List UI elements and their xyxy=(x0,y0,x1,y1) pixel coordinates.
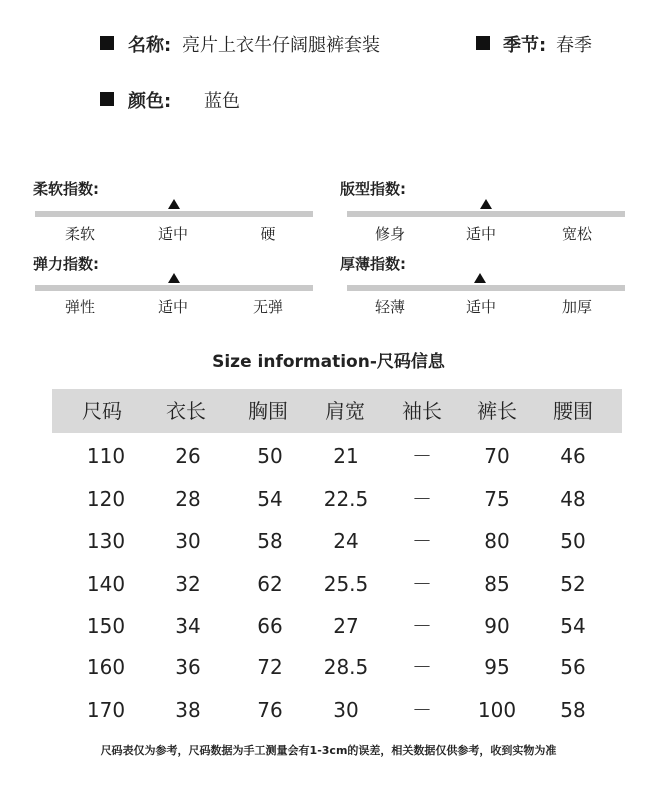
name-label: 名称: xyxy=(128,35,172,56)
level-marker-icon xyxy=(474,273,486,283)
index-title: 厚薄指数: xyxy=(340,255,406,273)
table-cell: 76 xyxy=(257,698,283,722)
table-cell: 46 xyxy=(560,444,586,468)
index-scale-bar xyxy=(347,211,625,217)
table-cell: 120 xyxy=(86,487,126,511)
table-cell: 36 xyxy=(175,655,201,679)
table-cell: 28.5 xyxy=(323,655,369,679)
index-left-label: 弹性 xyxy=(64,298,95,316)
table-cell: 160 xyxy=(86,655,126,679)
bullet-square-icon xyxy=(100,92,114,106)
header-pants-length: 裤长 xyxy=(477,399,517,423)
table-cell: － xyxy=(412,487,432,511)
color-value: 蓝色 xyxy=(204,91,240,112)
header-chest: 胸围 xyxy=(248,399,288,423)
table-cell: 62 xyxy=(257,572,283,596)
level-marker-icon xyxy=(168,199,180,209)
index-left-label: 修身 xyxy=(374,225,405,243)
table-cell: 54 xyxy=(560,614,586,638)
index-right-label: 加厚 xyxy=(561,298,592,316)
header-length: 衣长 xyxy=(166,399,206,423)
name-value: 亮片上衣牛仔阔腿裤套装 xyxy=(182,35,380,56)
bullet-square-icon xyxy=(476,36,490,50)
index-mid-label: 适中 xyxy=(157,225,188,243)
table-cell: 58 xyxy=(560,698,586,722)
table-cell: 21 xyxy=(333,444,359,468)
table-cell: 95 xyxy=(484,655,510,679)
index-right-label: 硬 xyxy=(260,225,276,243)
index-mid-label: 适中 xyxy=(465,225,496,243)
table-cell: 50 xyxy=(257,444,283,468)
table-cell: 32 xyxy=(175,572,201,596)
table-cell: － xyxy=(412,529,432,553)
index-title: 版型指数: xyxy=(340,180,406,198)
table-cell: 75 xyxy=(484,487,510,511)
table-cell: 30 xyxy=(175,529,201,553)
index-title: 柔软指数: xyxy=(33,180,99,198)
season-value: 春季 xyxy=(556,35,592,56)
table-cell: 26 xyxy=(175,444,201,468)
color-label: 颜色: xyxy=(128,91,172,112)
footer-note: 尺码表仅为参考，尺码数据为手工测量会有1-3cm的误差，相关数据仅供参考，收到实物为准 xyxy=(100,744,557,757)
table-cell: 48 xyxy=(560,487,586,511)
table-cell: 100 xyxy=(477,698,517,722)
table-cell: － xyxy=(412,572,432,596)
table-cell: 22.5 xyxy=(323,487,369,511)
table-cell: 34 xyxy=(175,614,201,638)
table-cell: 140 xyxy=(86,572,126,596)
table-cell: 50 xyxy=(560,529,586,553)
index-left-label: 轻薄 xyxy=(374,298,405,316)
table-cell: 170 xyxy=(86,698,126,722)
table-cell: 80 xyxy=(484,529,510,553)
header-size: 尺码 xyxy=(82,399,122,423)
table-cell: 54 xyxy=(257,487,283,511)
index-right-label: 宽松 xyxy=(561,225,592,243)
table-cell: 56 xyxy=(560,655,586,679)
level-marker-icon xyxy=(168,273,180,283)
table-cell: 85 xyxy=(484,572,510,596)
header-shoulder: 肩宽 xyxy=(325,399,365,423)
size-info-title: Size information-尺码信息 xyxy=(212,352,445,372)
index-scale-bar xyxy=(347,285,625,291)
table-cell: 58 xyxy=(257,529,283,553)
table-cell: 130 xyxy=(86,529,126,553)
index-scale-bar xyxy=(35,285,313,291)
table-cell: 25.5 xyxy=(323,572,369,596)
header-sleeve: 袖长 xyxy=(402,399,442,423)
size-table-header xyxy=(52,389,622,433)
table-cell: 28 xyxy=(175,487,201,511)
index-mid-label: 适中 xyxy=(157,298,188,316)
table-cell: 30 xyxy=(333,698,359,722)
table-cell: 72 xyxy=(257,655,283,679)
table-cell: － xyxy=(412,655,432,679)
table-cell: 66 xyxy=(257,614,283,638)
index-mid-label: 适中 xyxy=(465,298,496,316)
index-title: 弹力指数: xyxy=(33,255,99,273)
table-cell: 110 xyxy=(86,444,126,468)
header-waist: 腰围 xyxy=(553,399,593,423)
level-marker-icon xyxy=(480,199,492,209)
table-cell: 27 xyxy=(333,614,359,638)
index-right-label: 无弹 xyxy=(252,298,283,316)
index-left-label: 柔软 xyxy=(64,225,95,243)
table-cell: － xyxy=(412,444,432,468)
table-cell: － xyxy=(412,698,432,722)
table-cell: 90 xyxy=(484,614,510,638)
index-scale-bar xyxy=(35,211,313,217)
table-cell: 70 xyxy=(484,444,510,468)
season-label: 季节: xyxy=(503,35,547,56)
table-cell: 52 xyxy=(560,572,586,596)
table-cell: 38 xyxy=(175,698,201,722)
table-cell: 24 xyxy=(333,529,359,553)
table-cell: 150 xyxy=(86,614,126,638)
table-cell: － xyxy=(412,614,432,638)
bullet-square-icon xyxy=(100,36,114,50)
